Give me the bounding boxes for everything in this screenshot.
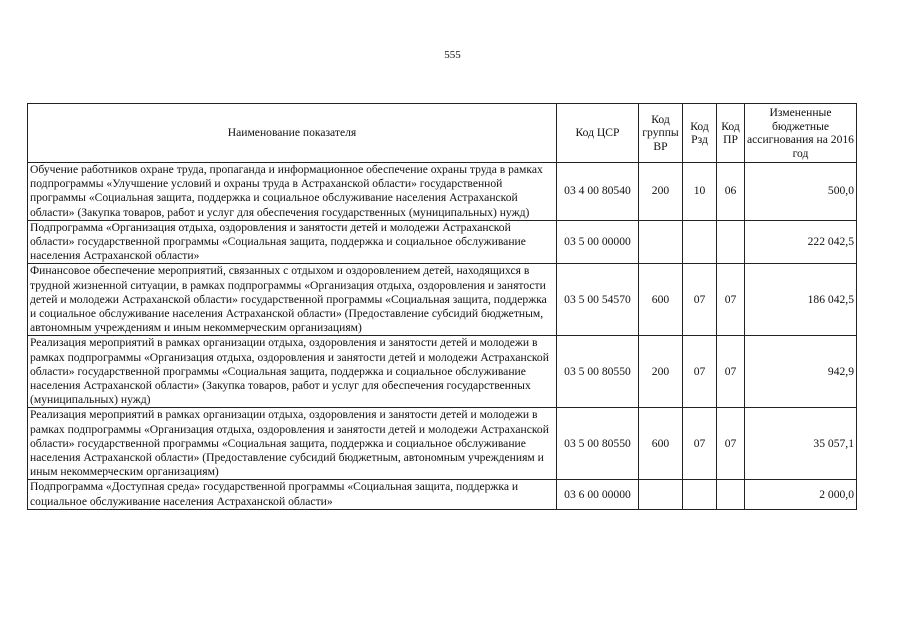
row-name: Реализация мероприятий в рамках организации отдыха, оздоровления и занятости детей и молодежи в рамках подпрограммы «Организация отдыха, оздоровления и занятости детей и молодежи Астраханской области» государственной программы «Социальная защита, поддержка и социальное обслуживание населения Астраханской области» (Закупка товаров, работ и услуг для обеспечения государственных (муниципальных) нужд) — [28, 336, 557, 408]
row-pr — [717, 220, 745, 264]
row-amount: 222 042,5 — [745, 220, 857, 264]
row-vr: 200 — [639, 336, 683, 408]
header-csr: Код ЦСР — [557, 104, 639, 163]
row-amount: 942,9 — [745, 336, 857, 408]
header-vr: Код группы ВР — [639, 104, 683, 163]
row-rzd — [683, 480, 717, 509]
row-name: Подпрограмма «Доступная среда» государственной программы «Социальная защита, поддержка и социальное обслуживание населения Астраханской области» — [28, 480, 557, 509]
row-amount: 2 000,0 — [745, 480, 857, 509]
table-row — [28, 480, 857, 509]
table-row — [28, 220, 857, 264]
row-rzd — [683, 220, 717, 264]
row-csr: 03 5 00 54570 — [557, 264, 639, 336]
table-row — [28, 336, 857, 408]
row-name: Обучение работников охране труда, пропаганда и информационное обеспечение охраны труда в рамках подпрограммы «Улучшение условий и охраны труда в Астраханской области» государственной программы «Социальная защита, поддержка и социальное обслуживание населения Астраханской области» (Закупка товаров, работ и услуг для обеспечения государственных (муниципальных) нужд) — [28, 163, 557, 221]
row-vr: 600 — [639, 408, 683, 480]
row-rzd: 07 — [683, 408, 717, 480]
page-number: 555 — [444, 49, 461, 61]
row-amount: 186 042,5 — [745, 264, 857, 336]
row-csr: 03 4 00 80540 — [557, 163, 639, 221]
header-rzd: Код Рзд — [683, 104, 717, 163]
row-amount: 35 057,1 — [745, 408, 857, 480]
row-vr — [639, 220, 683, 264]
row-vr: 200 — [639, 163, 683, 221]
row-csr: 03 6 00 00000 — [557, 480, 639, 509]
row-rzd: 07 — [683, 264, 717, 336]
row-csr: 03 5 00 00000 — [557, 220, 639, 264]
table-row — [28, 264, 857, 336]
row-pr: 07 — [717, 264, 745, 336]
row-pr: 07 — [717, 408, 745, 480]
row-name: Реализация мероприятий в рамках организации отдыха, оздоровления и занятости детей и молодежи в рамках подпрограммы «Организация отдыха, оздоровления и занятости детей и молодежи Астраханской области» государственной программы «Социальная защита, поддержка и социальное обслуживание населения Астраханской области» (Предоставление субсидий бюджетным, автономным учреждениям и иным некоммерческим организациям) — [28, 408, 557, 480]
row-csr: 03 5 00 80550 — [557, 336, 639, 408]
row-name: Финансовое обеспечение мероприятий, связанных с отдыхом и оздоровлением детей, находящихся в трудной жизненной ситуации, в рамках подпрограммы «Организация отдыха, оздоровления и занятости детей и молодежи Астраханской области» государственной программы «Социальная защита, поддержка и социальное обслуживание населения Астраханской области» (Предоставление субсидий бюджетным, автономным учреждениям и иным некоммерческим организациям) — [28, 264, 557, 336]
table-row — [28, 163, 857, 221]
table-row — [28, 408, 857, 480]
header-pr: Код ПР — [717, 104, 745, 163]
row-pr: 06 — [717, 163, 745, 221]
row-vr — [639, 480, 683, 509]
budget-table — [27, 103, 857, 510]
row-vr: 600 — [639, 264, 683, 336]
header-amount: Измененные бюджетные ассигнования на 2016 год — [745, 104, 857, 163]
row-rzd: 10 — [683, 163, 717, 221]
row-amount: 500,0 — [745, 163, 857, 221]
row-rzd: 07 — [683, 336, 717, 408]
row-pr: 07 — [717, 336, 745, 408]
row-pr — [717, 480, 745, 509]
table-header — [28, 104, 857, 163]
row-csr: 03 5 00 80550 — [557, 408, 639, 480]
row-name: Подпрограмма «Организация отдыха, оздоровления и занятости детей и молодежи Астраханской области» государственной программы «Социальная защита, поддержка и социальное обслуживание населения Астраханской области» — [28, 220, 557, 264]
header-name: Наименование показателя — [28, 104, 557, 163]
